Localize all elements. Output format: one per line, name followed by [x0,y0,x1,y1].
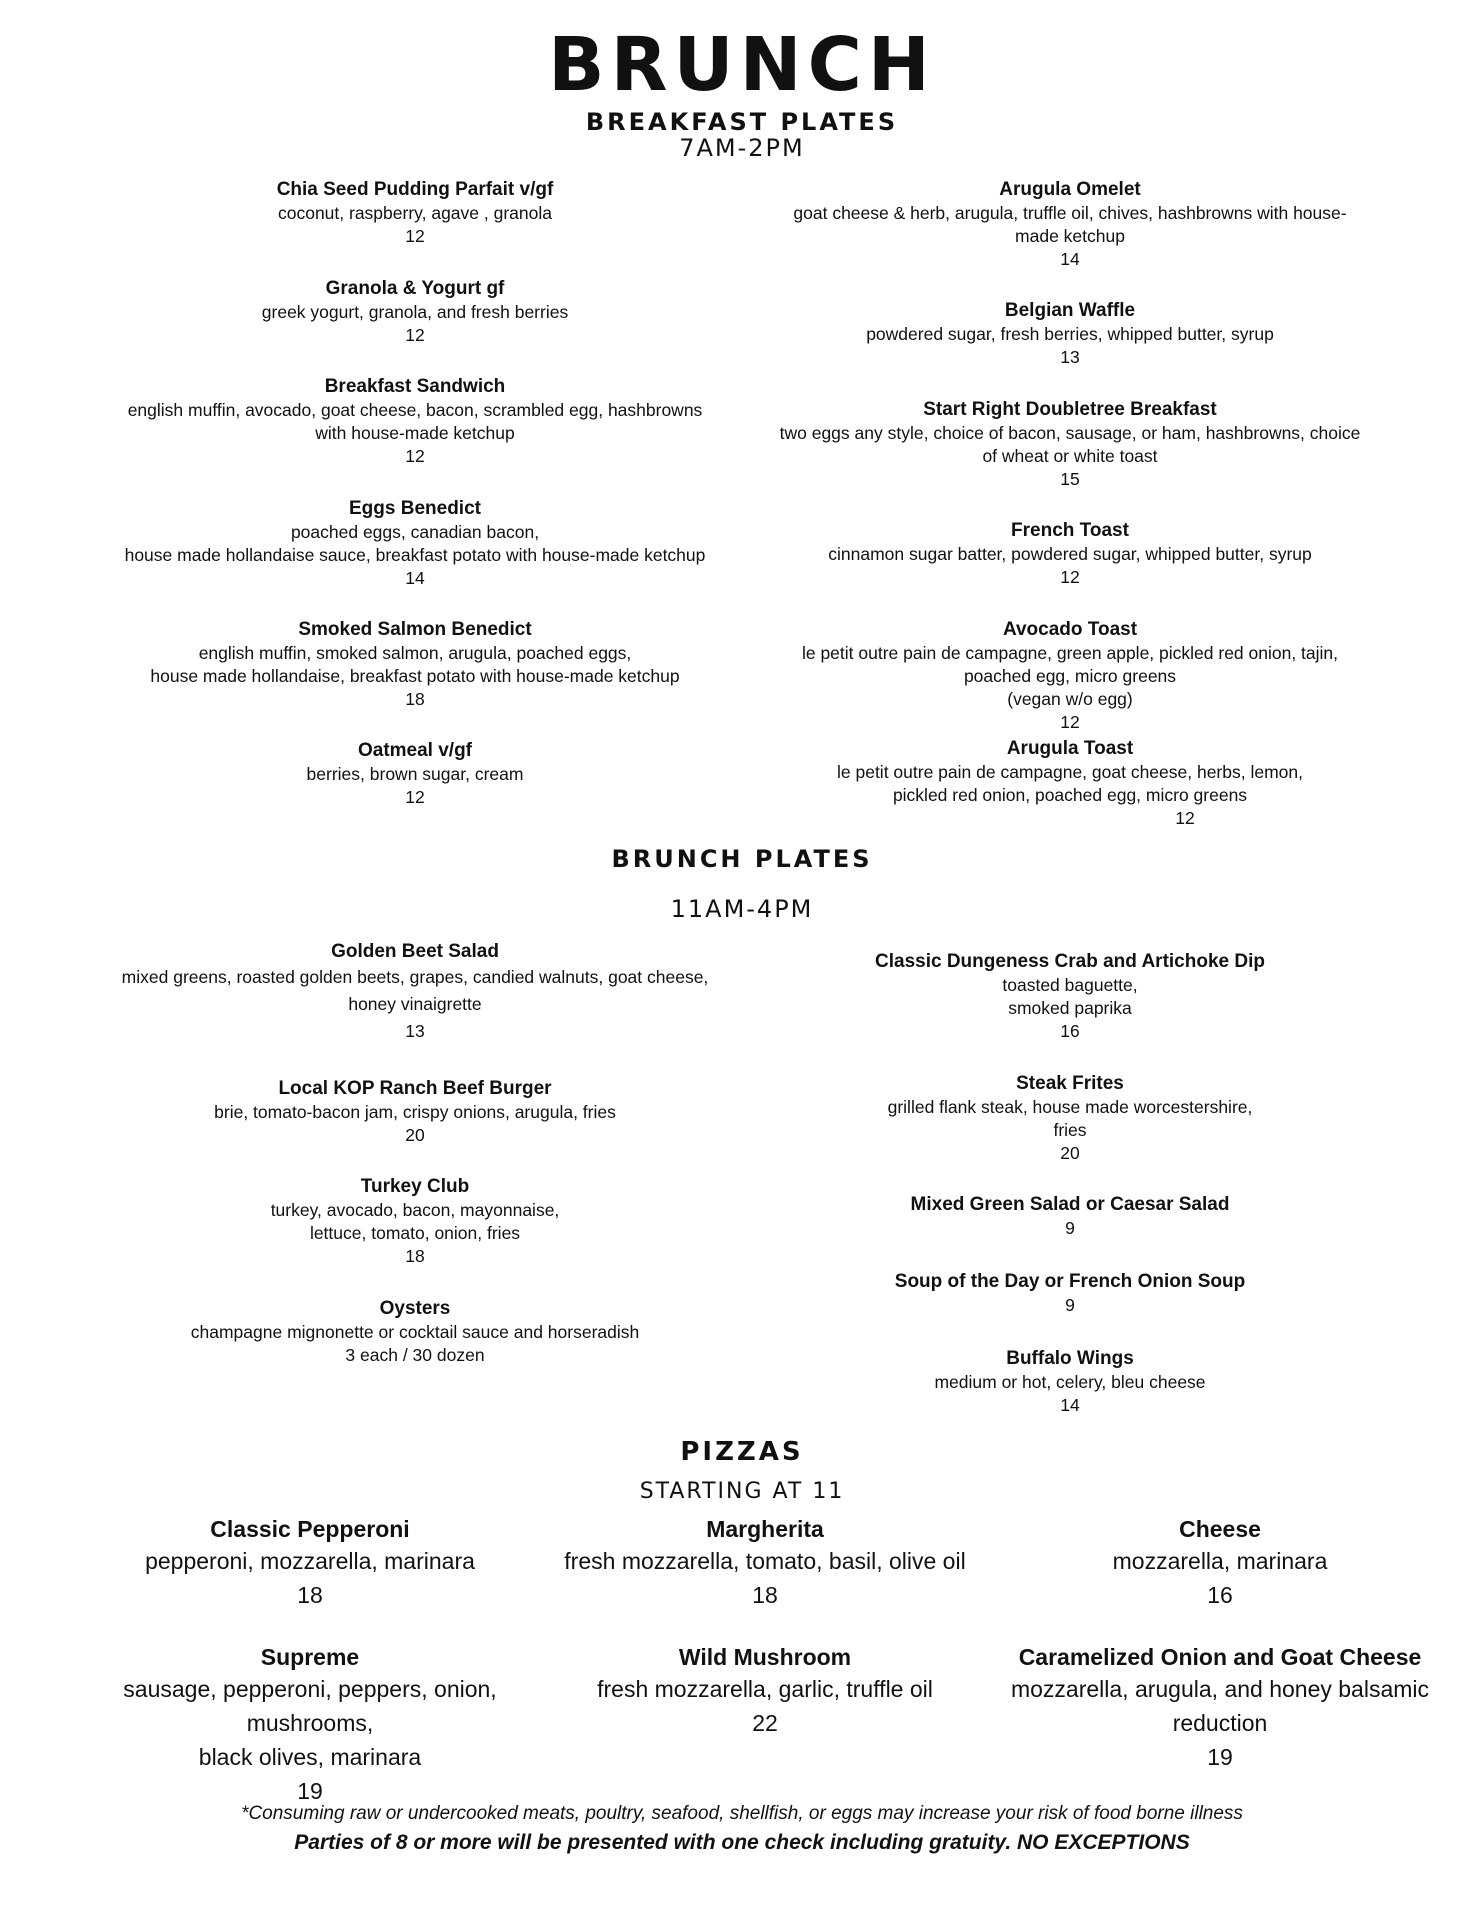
item-price: 18 [752,1582,778,1608]
food-safety-warning: *Consuming raw or undercooked meats, poultry, seafood, shellfish, or eggs may increase your risk of food borne illness [241,1803,1243,1824]
menu-item [90,277,740,347]
item-name: Golden Beet Salad [331,941,499,962]
menu-item [745,950,1395,1043]
item-price: 20 [1060,1143,1080,1163]
pizza-item [990,1642,1450,1774]
item-price: 12 [1175,808,1195,828]
menu-item [90,1077,740,1147]
item-name: Arugula Omelet [999,179,1141,200]
item-name: Supreme [260,1644,360,1670]
menu-item [745,737,1395,830]
item-description: poached eggs, canadian bacon, house made hollandaise sauce, breakfast potato with house-made ketchup [124,522,706,565]
brunch-heading: BRUNCH PLATES [611,845,873,873]
item-name: Granola & Yogurt gf [325,278,505,299]
pizzas-heading: PIZZAS [680,1437,804,1467]
item-name: Smoked Salmon Benedict [298,619,532,640]
menu-item [745,519,1395,589]
item-name: Arugula Toast [1006,738,1134,759]
item-description: cinnamon sugar batter, powdered sugar, whipped butter, syrup [828,544,1312,564]
pizza-item [110,1514,510,1612]
menu-item [90,178,740,248]
breakfast-heading: BREAKFAST PLATES [585,108,899,136]
menu-item [90,1297,740,1367]
item-name: French Toast [1011,520,1129,541]
menu-item [745,398,1395,491]
item-price: 19 [297,1778,323,1804]
item-description: medium or hot, celery, bleu cheese [934,1372,1206,1392]
item-description: grilled flank steak, house made worcestershire, fries [887,1097,1253,1140]
brunch-hours: 11AM-4PM [670,895,814,923]
menu-item [745,1270,1395,1317]
item-name: Margherita [706,1516,824,1542]
item-price: 18 [297,1582,323,1608]
menu-title: BRUNCH [548,22,936,108]
item-description: pepperoni, mozzarella, marinara [145,1548,475,1574]
item-description: fresh mozzarella, garlic, truffle oil [597,1676,933,1702]
item-price: 14 [1060,1395,1080,1415]
item-name: Start Right Doubletree Breakfast [923,399,1217,420]
pizza-item [110,1642,510,1808]
item-name: Oatmeal v/gf [357,740,473,761]
item-description: mozzarella, arugula, and honey balsamic reduction [1010,1676,1430,1736]
item-name: Caramelized Onion and Goat Cheese [1018,1644,1422,1670]
item-price: 20 [405,1125,425,1145]
item-price: 12 [405,325,425,345]
menu-item [745,1193,1395,1240]
pizza-item [545,1514,985,1612]
item-description: turkey, avocado, bacon, mayonnaise, lettuce, tomato, onion, fries [270,1200,560,1243]
item-description: english muffin, avocado, goat cheese, bacon, scrambled egg, hashbrowns with house-made ketchup [127,400,703,443]
menu-item [745,178,1395,271]
item-price: 12 [405,226,425,246]
item-price: 9 [1065,1295,1075,1315]
item-price: 13 [1060,347,1080,367]
item-name: Eggs Benedict [349,498,481,519]
item-name: Classic Pepperoni [210,1516,410,1542]
party-gratuity-policy: Parties of 8 or more will be presented with one check including gratuity. NO EXCEPTIONS [294,1831,1190,1854]
item-price: 22 [752,1710,778,1736]
item-price: 14 [405,568,425,588]
menu-item [90,618,740,711]
pizzas-subheading: STARTING AT 11 [639,1479,845,1504]
item-price: 14 [1060,249,1080,269]
item-name: Steak Frites [1016,1073,1124,1094]
item-description: berries, brown sugar, cream [306,764,524,784]
item-name: Mixed Green Salad or Caesar Salad [910,1194,1230,1215]
item-price: 12 [405,787,425,807]
pizza-item [1000,1514,1440,1612]
menu-item [745,1072,1395,1165]
item-description: goat cheese & herb, arugula, truffle oil, chives, hashbrowns with house- made ketchup [793,203,1347,246]
item-price: 16 [1060,1021,1080,1041]
item-price: 18 [405,1246,425,1266]
menu-item [90,497,740,590]
breakfast-hours: 7AM-2PM [679,134,805,162]
item-name: Chia Seed Pudding Parfait v/gf [276,179,554,200]
menu-item [90,375,740,468]
item-name: Local KOP Ranch Beef Burger [278,1078,552,1099]
item-name: Belgian Waffle [1004,300,1136,321]
item-price: 12 [405,446,425,466]
menu-item [90,940,740,1045]
item-price: 12 [1060,712,1080,732]
item-description: coconut, raspberry, agave , granola [277,203,552,223]
item-name: Oysters [379,1298,451,1319]
item-description: brie, tomato-bacon jam, crispy onions, arugula, fries [214,1102,616,1122]
item-note: (vegan w/o egg) [1007,689,1133,709]
item-price: 19 [1207,1744,1233,1770]
item-price: 15 [1060,469,1080,489]
item-description: mixed greens, roasted golden beets, grapes, candied walnuts, goat cheese, honey vinaigrette [121,967,709,1014]
item-price: 9 [1065,1218,1075,1238]
menu-item [745,618,1395,734]
item-price: 3 each / 30 dozen [345,1345,485,1365]
menu-item [90,739,740,809]
item-name: Avocado Toast [1002,619,1138,640]
item-description: champagne mignonette or cocktail sauce and horseradish [190,1322,640,1342]
item-description: fresh mozzarella, tomato, basil, olive oil [564,1548,966,1574]
item-description: le petit outre pain de campagne, goat cheese, herbs, lemon, pickled red onion, poached egg, micro greens [837,762,1303,805]
item-price: 18 [405,689,425,709]
item-description: powdered sugar, fresh berries, whipped butter, syrup [866,324,1274,344]
menu-item [745,1347,1395,1417]
item-name: Buffalo Wings [1006,1348,1134,1369]
item-description: mozzarella, marinara [1112,1548,1328,1574]
item-price: 13 [405,1021,425,1041]
item-name: Breakfast Sandwich [324,376,506,397]
pizza-item [545,1642,985,1740]
item-name: Classic Dungeness Crab and Artichoke Dip [875,951,1265,972]
item-name: Soup of the Day or French Onion Soup [894,1271,1246,1292]
item-name: Cheese [1179,1516,1261,1542]
item-description: sausage, pepperoni, peppers, onion, mushrooms, black olives, marinara [123,1676,497,1770]
item-name: Wild Mushroom [678,1644,852,1670]
menu-item [90,1175,740,1268]
item-description: two eggs any style, choice of bacon, sausage, or ham, hashbrowns, choice of wheat or white toast [779,423,1361,466]
item-name: Turkey Club [360,1176,470,1197]
item-price: 16 [1207,1582,1233,1608]
item-description: le petit outre pain de campagne, green apple, pickled red onion, tajin, poached egg, micro greens [801,643,1339,686]
item-price: 12 [1060,567,1080,587]
item-description: toasted baguette, smoked paprika [1002,975,1138,1018]
item-description: english muffin, smoked salmon, arugula, poached eggs, house made hollandaise, breakfast potato with house-made ketchup [150,643,680,686]
item-description: greek yogurt, granola, and fresh berries [261,302,569,322]
menu-item [745,299,1395,369]
